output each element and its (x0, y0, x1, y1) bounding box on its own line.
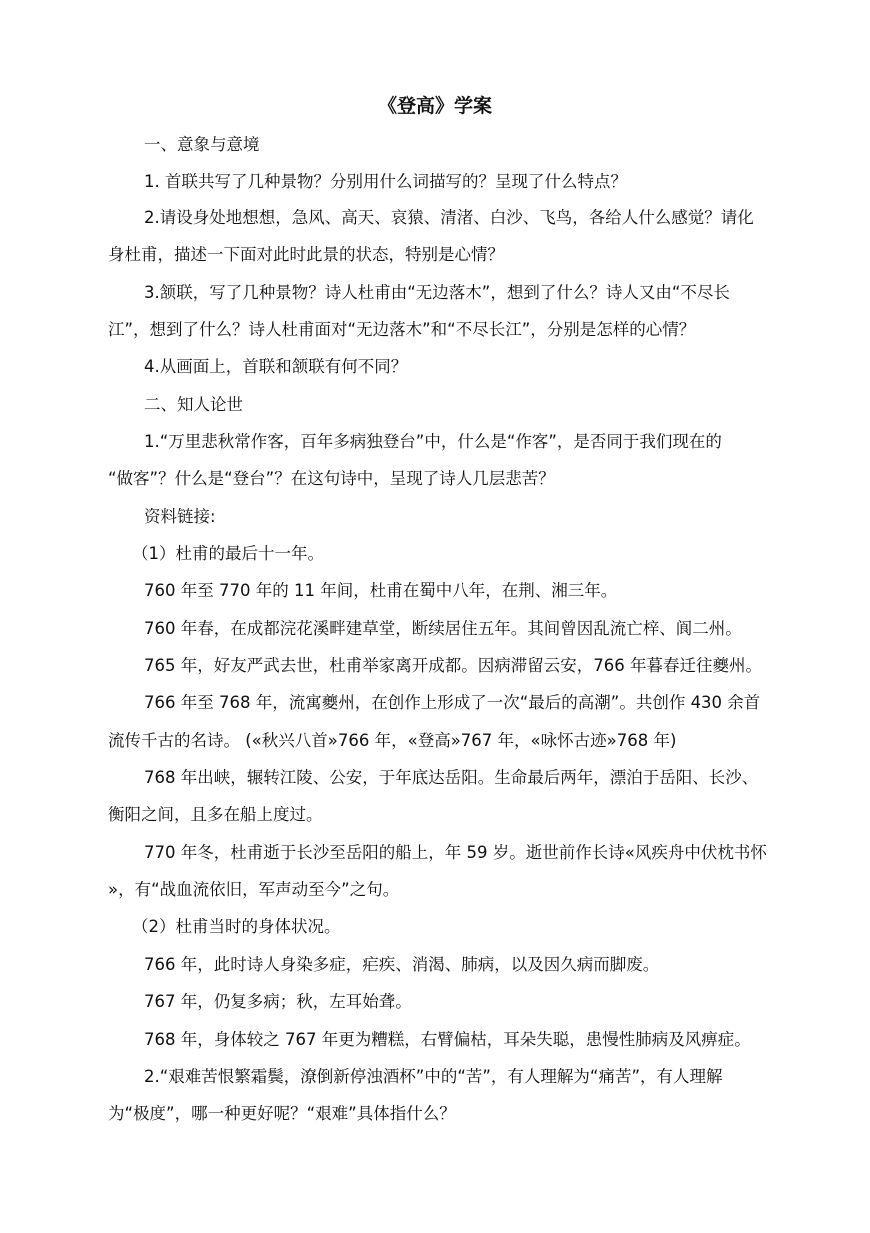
question-2-line-2: 身杜甫，描述一下面对此时此景的状态，特别是心情？ (108, 245, 504, 264)
section-heading-imagery: 一、意象与意境 (144, 135, 260, 154)
question-1: 1. 首联共写了几种景物？分别用什么词描写的？呈现了什么特点？ (144, 172, 627, 191)
reference-subheading-2: （2）杜甫当时的身体状况。 (132, 917, 341, 936)
reference-subheading-1: （1）杜甫的最后十一年。 (132, 544, 324, 563)
reference-text-6-line-1: 770 年冬，杜甫逝于长沙至岳阳的船上，年 59 岁。逝世前作长诗«风疾舟中伏枕书怀 (144, 843, 767, 862)
reference-text-6-line-2: »，有“战血流依旧，军声动至今”之句。 (108, 880, 400, 899)
reference-text-5-line-1: 768 年出峡，辗转江陵、公安，于年底达岳阳。生命最后两年，漂泊于岳阳、长沙、 (144, 768, 759, 787)
document-title: 《登高》学案 (377, 95, 492, 117)
question-3-line-1: 3.颔联，写了几种景物？诗人杜甫由“无边落木”，想到了什么？诗人又由“不尽长 (144, 283, 730, 302)
health-text-3: 768 年，身体较之 767 年更为糟糕，右臂偏枯，耳朵失聪，患慢性肺病及风痹症。 (144, 1030, 751, 1049)
question-6-line-1: 2.“艰难苦恨繁霜鬓，潦倒新停浊酒杯”中的“苦”，有人理解为“痛苦”，有人理解 (144, 1067, 723, 1086)
question-3-line-2: 江”，想到了什么？诗人杜甫面对“无边落木”和“不尽长江”，分别是怎样的心情？ (108, 320, 696, 339)
reference-heading: 资料链接: (144, 507, 216, 526)
health-text-1: 766 年，此时诗人身染多症，疟疾、消渴、肺病，以及因久病而脚废。 (144, 955, 660, 974)
reference-text-4-line-1: 766 年至 768 年，流寓夔州，在创作上形成了一次“最后的高潮”。共创作 430 余首 (144, 693, 761, 712)
reference-text-2: 760 年春，在成都浣花溪畔建草堂，断续居住五年。其间曾因乱流亡梓、阆二州。 (144, 619, 742, 638)
question-6-line-2: 为“极度”，哪一种更好呢？“艰难”具体指什么？ (108, 1104, 456, 1123)
question-5-line-1: 1.“万里悲秋常作客，百年多病独登台”中，什么是“作客”，是否同于我们现在的 (144, 432, 722, 451)
reference-text-4-line-2: 流传千古的名诗。 («秋兴八首»766 年，«登高»767 年，«咏怀古迹»768 年) (108, 731, 677, 750)
question-2-line-1: 2.请设身处地想想，急风、高天、哀猿、清渚、白沙、飞鸟，各给人什么感觉？请化 (144, 208, 754, 227)
reference-text-1: 760 年至 770 年的 11 年间，杜甫在蜀中八年，在荆、湘三年。 (144, 581, 618, 600)
question-4: 4.从画面上，首联和颔联有何不同？ (144, 357, 408, 376)
reference-text-5-line-2: 衡阳之间，且多在船上度过。 (108, 805, 323, 824)
section-heading-background: 二、知人论世 (144, 395, 243, 414)
question-5-line-2: “做客”？什么是“登台”？在这句诗中，呈现了诗人几层悲苦？ (108, 469, 555, 488)
health-text-2: 767 年，仍复多病；秋，左耳始聋。 (144, 992, 412, 1011)
reference-text-3: 765 年，好友严武去世，杜甫举家离开成都。因病滞留云安，766 年暮春迁往夔州。 (144, 656, 762, 675)
